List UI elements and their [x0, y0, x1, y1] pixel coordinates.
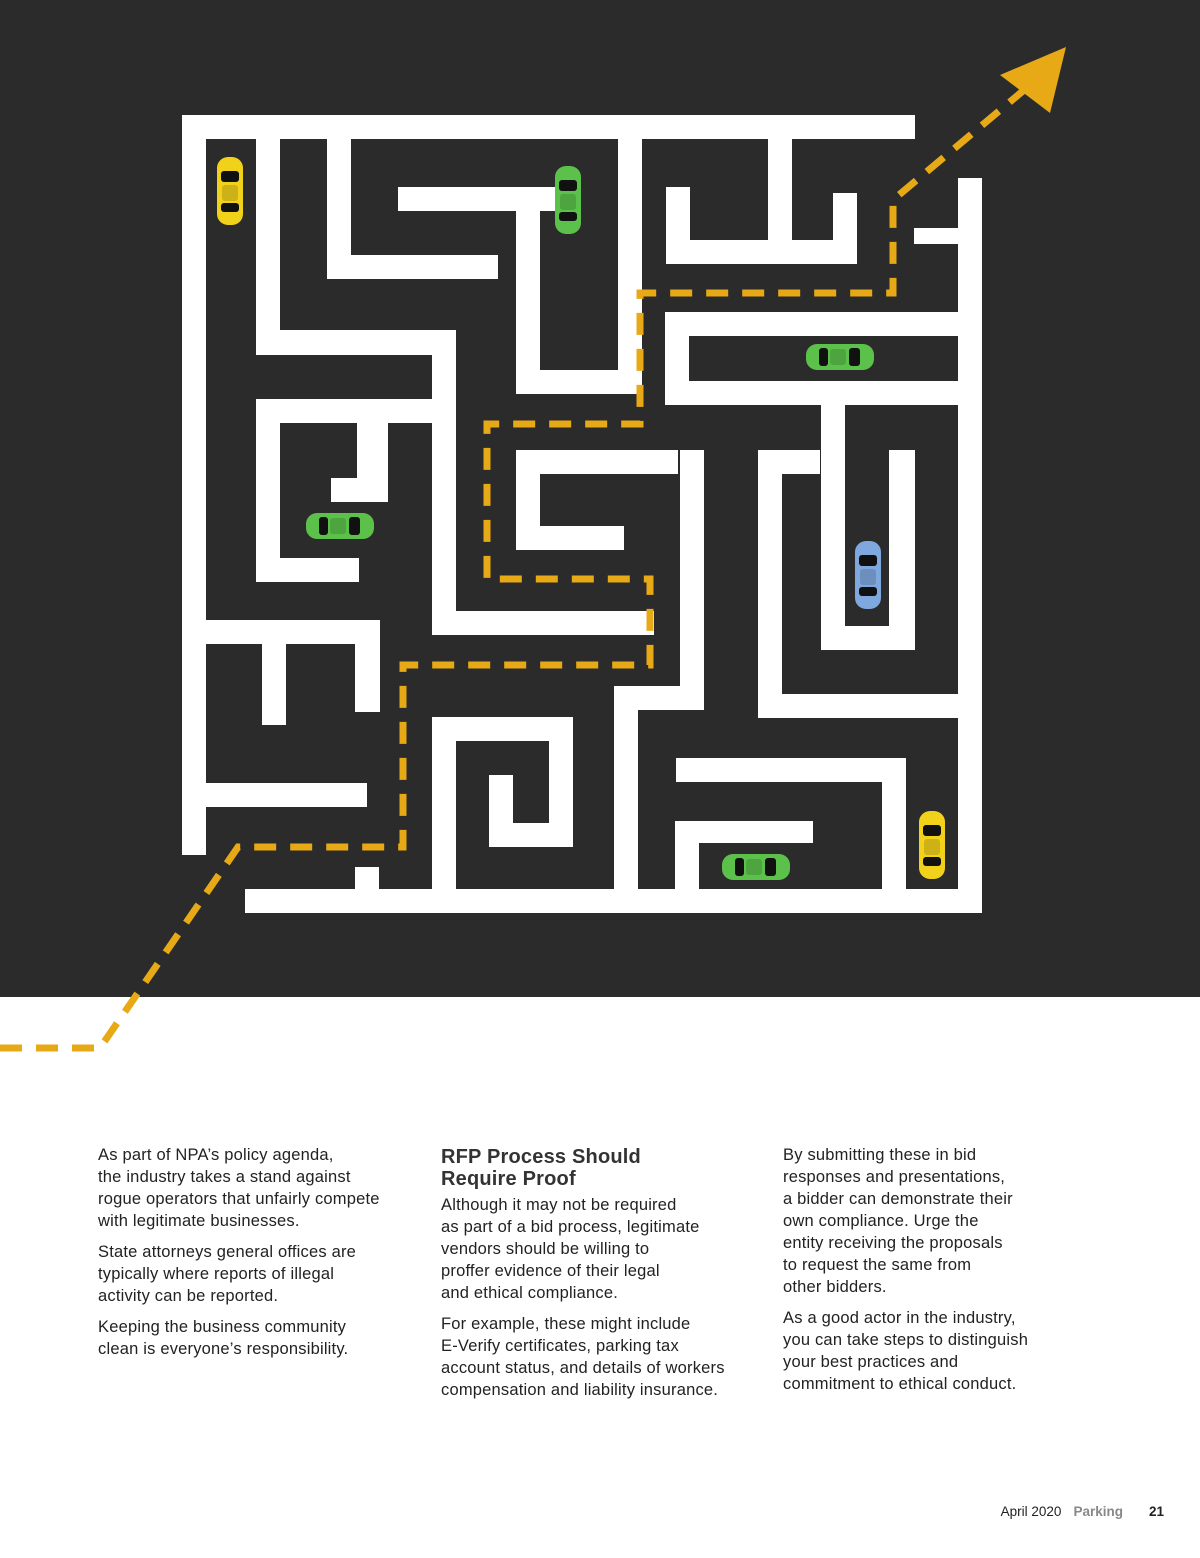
- body-paragraph: Keeping the business community clean is everyone’s responsibility.: [98, 1318, 349, 1358]
- body-paragraph: For example, these might include E-Verify certificates, parking tax account status, and details of workers compensation and liability insurance.: [441, 1315, 725, 1399]
- magazine-name: Parking: [1073, 1504, 1123, 1519]
- car-icon: [306, 513, 374, 539]
- page-footer: [1001, 1502, 1164, 1522]
- issue-date: April 2020: [1000, 1504, 1062, 1519]
- car-icon: [555, 166, 581, 234]
- article-column-2: [441, 1144, 761, 1410]
- body-paragraph: By submitting these in bid responses and presentations, a bidder can demonstrate their own compliance. Urge the entity receiving the proposals to request the same from other bidders.: [783, 1146, 1013, 1296]
- car-icon: [806, 344, 874, 370]
- article-column-1: [98, 1144, 418, 1369]
- car-icon: [855, 541, 881, 609]
- car-icon: [217, 157, 243, 225]
- section-heading: RFP Process Should Require Proof: [441, 1146, 641, 1190]
- page-number: 21: [1148, 1504, 1164, 1519]
- body-paragraph: Although it may not be required as part of a bid process, legitimate vendors should be willing to proffer evidence of their legal and ethical compliance.: [441, 1196, 700, 1302]
- body-paragraph: As a good actor in the industry, you can take steps to distinguish your best practices and commitment to ethical conduct.: [783, 1309, 1029, 1393]
- car-icon: [919, 811, 945, 879]
- article-column-3: [783, 1144, 1103, 1404]
- body-paragraph: State attorneys general offices are typically where reports of illegal activity can be reported.: [98, 1243, 357, 1305]
- car-icon: [722, 854, 790, 880]
- body-paragraph: As part of NPA’s policy agenda, the industry takes a stand against rogue operators that unfairly compete with legitimate businesses.: [98, 1146, 380, 1230]
